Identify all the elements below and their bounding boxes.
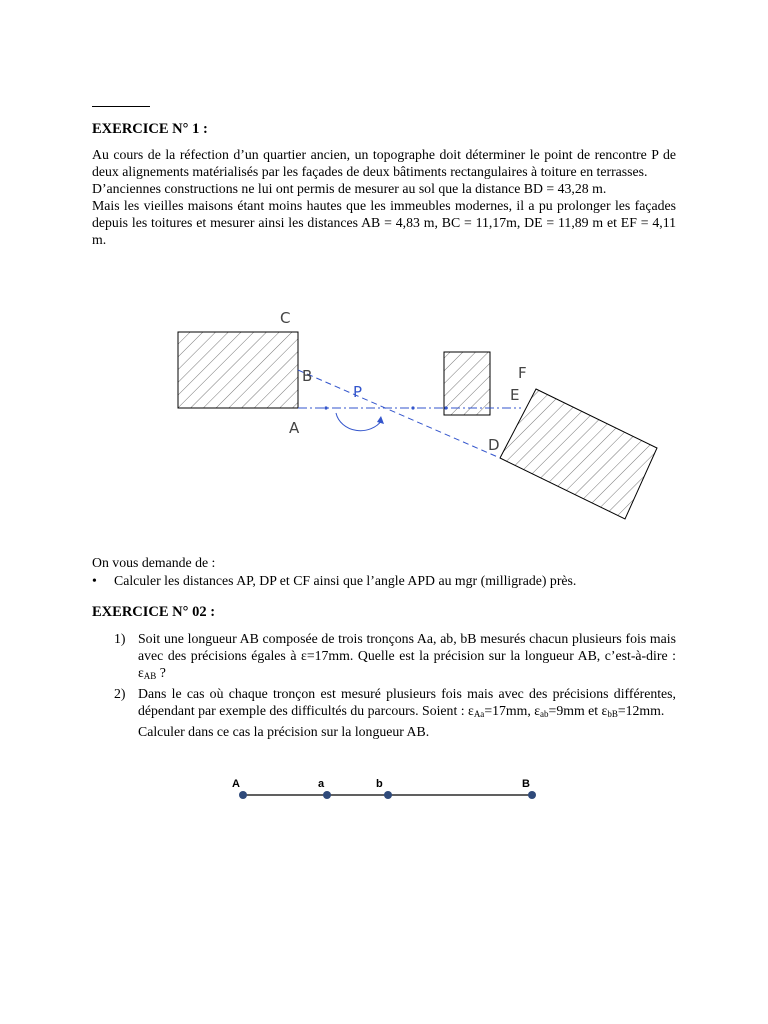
segment-point-b-lower [384, 791, 392, 799]
question-2-sub-aa: Aa [473, 709, 485, 719]
segment-label-a: A [232, 778, 240, 790]
segment-label-b: B [522, 778, 530, 790]
label-a: A [289, 419, 300, 437]
label-d: D [488, 436, 500, 454]
segment-point-a [239, 791, 247, 799]
question-2-text-e: Calculer dans ce cas la précision sur la longueur AB. [138, 724, 430, 739]
question-2-sub-bb: bB [607, 709, 618, 719]
segment-label-a-lower: a [318, 778, 325, 790]
question-1-subscript: AB [143, 671, 157, 681]
exercise-2-questions [92, 630, 676, 740]
question-2-number: 2) [114, 686, 126, 701]
question-2-text-d: =12mm. [617, 703, 665, 718]
question-1 [92, 630, 676, 685]
building-left [178, 332, 298, 408]
question-1-number: 1) [114, 631, 126, 646]
segment-point-b [528, 791, 536, 799]
exercise-2-title: EXERCICE N° 02 : [92, 604, 216, 620]
label-f: F [518, 364, 527, 382]
question-2-text-a: Dans le cas où chaque tronçon est mesuré plusieurs fois mais avec des précisions différentes, dépendant par exemple des difficultés du parcours. Soient : ε [138, 686, 676, 718]
exercise-1-title: EXERCICE N° 1 : [92, 121, 208, 137]
label-c: C [280, 309, 291, 327]
segment-point-a-lower [323, 791, 331, 799]
angle-arrow-icon [377, 416, 384, 424]
question-1-end: ? [156, 665, 166, 680]
bullet-icon: • [92, 573, 97, 588]
label-b: B [302, 367, 313, 385]
building-right [500, 389, 657, 519]
alignment-point [324, 406, 327, 409]
label-e: E [510, 386, 520, 404]
angle-apd-arc [336, 413, 382, 431]
question-2 [92, 685, 676, 740]
paragraph-context: Au cours de la réfection d’un quartier ancien, un topographe doit déterminer le point de rencontre P de deux alignements matérialisés par les façades de deux bâtiments rectangulaires à toiture en terrasses. [92, 147, 676, 179]
paragraph-measures: Mais les vieilles maisons étant moins hautes que les immeubles modernes, il a pu prolonger les façades depuis les toitures et mesurer ainsi les distances AB = 4,83 m, BC = 11,17m, DE = 11,89 m et EF = 4,11 m. [92, 198, 676, 247]
alignment-point [411, 406, 414, 409]
question-2-text-b: =17mm, ε [484, 703, 541, 718]
label-p: P [353, 383, 363, 401]
ask-line: On vous demande de : [92, 555, 216, 570]
question-1-text: Soit une longueur AB composée de trois tronçons Aa, ab, bB mesurés chacun plusieurs fois mais avec des précisions égales à ε=17mm. Quelle est la précision sur la longueur AB, c’est-à-dire : ε [138, 631, 676, 680]
alignment-point [444, 406, 447, 409]
paragraph-bd: D’anciennes constructions ne lui ont permis de mesurer au sol que la distance BD = 43,28 m. [92, 181, 607, 196]
task-text: Calculer les distances AP, DP et CF ainsi que l’angle APD au mgr (milligrade) près. [114, 573, 577, 588]
question-2-sub-ab: ab [540, 709, 549, 719]
question-2-text-c: =9mm et ε [548, 703, 608, 718]
segment-label-b-lower: b [376, 778, 383, 790]
building-middle [444, 352, 490, 415]
